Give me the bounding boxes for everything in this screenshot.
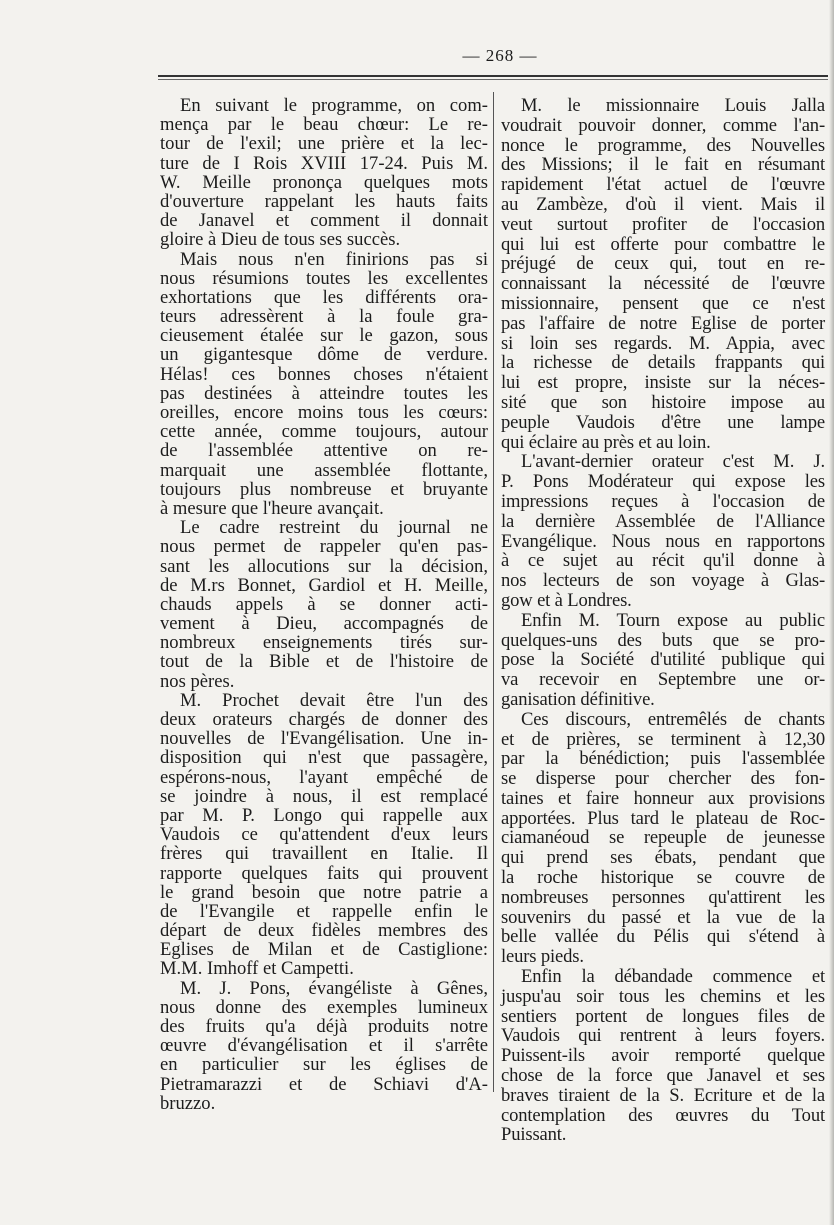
text-line: se joindre à nous, il est remplacé bbox=[160, 785, 488, 807]
text-line: Mais nous n'en finirions pas si bbox=[180, 248, 488, 270]
text-line: nous permet de rappeler qu'en pas- bbox=[160, 536, 488, 558]
paragraph bbox=[160, 691, 488, 979]
text-line: Enfin la débandade commence et bbox=[521, 966, 825, 988]
text-line: exhortations que les différents ora- bbox=[160, 286, 488, 308]
text-line: à ce sujet au récit qu'il donne à bbox=[501, 550, 825, 572]
text-line: Hélas! ces bonnes choses n'étaient bbox=[160, 363, 488, 385]
text-line: marquait une assemblée flottante, bbox=[160, 459, 488, 481]
text-line: chauds appels à se donner acti- bbox=[160, 593, 488, 615]
text-line: la dernière Assemblée de l'Alliance bbox=[501, 510, 825, 532]
paragraph bbox=[160, 518, 488, 691]
text-line: leurs pieds. bbox=[501, 946, 584, 968]
text-line: si loin ses regards. M. Appia, avec bbox=[501, 332, 825, 354]
text-line: connaissant la nécessité de l'œuvre bbox=[501, 273, 825, 295]
column-divider bbox=[493, 92, 494, 1092]
text-line: pas l'affaire de notre Eglise de porter bbox=[501, 312, 825, 334]
text-line: mença par le beau chœur: Le re- bbox=[160, 114, 488, 136]
text-line: au Zambèze, d'où il vient. Mais il bbox=[501, 193, 825, 215]
text-line: gloire à Dieu de tous ses succès. bbox=[160, 229, 401, 251]
page-number: — 268 — bbox=[462, 46, 538, 65]
text-line: d'ouverture rappelant les hauts faits bbox=[160, 190, 488, 212]
text-line: bruzzo. bbox=[160, 1092, 216, 1114]
text-line: nombreuses personnes qu'attirent les bbox=[501, 886, 825, 908]
paragraph bbox=[160, 96, 488, 250]
text-line: de l'Evangile et rappelle enfin le bbox=[160, 900, 488, 922]
text-line: ciamanéoud se repeuple de jeunesse bbox=[501, 827, 825, 849]
text-line: taines et faire honneur aux provisions bbox=[501, 787, 825, 809]
text-line: nos pères. bbox=[160, 670, 235, 692]
text-line: qui éclaire au près et au loin. bbox=[501, 431, 711, 453]
text-line: nous résumions toutes les excellentes bbox=[160, 267, 488, 289]
text-line: souvenirs du passé et la vue de la bbox=[501, 906, 825, 928]
text-line: Eglises de Milan et de Castiglione: bbox=[160, 939, 488, 961]
text-line: préjugé de ceux qui, tout en re- bbox=[501, 253, 825, 275]
text-line: pose la Société d'utilité publique qui bbox=[501, 649, 825, 671]
text-line: va recevoir en Septembre une or- bbox=[501, 669, 825, 691]
text-line: sant les allocutions sur la décision, bbox=[160, 555, 488, 577]
text-line: peuple Vaudois d'être une lampe bbox=[501, 411, 825, 433]
text-line: Enfin M. Tourn expose au public bbox=[521, 609, 825, 631]
text-line: la richesse de details frappants qui bbox=[501, 352, 825, 374]
text-line: M. J. Pons, évangéliste à Gênes, bbox=[180, 977, 488, 999]
text-line: rapidement l'état actuel de l'œuvre bbox=[501, 174, 825, 196]
paragraph bbox=[501, 452, 825, 610]
text-line: quelques-uns des buts que se pro- bbox=[501, 629, 825, 651]
text-line: M.M. Imhoff et Campetti. bbox=[160, 958, 354, 980]
text-line: Ces discours, entremêlés de chants bbox=[521, 708, 825, 730]
text-line: M. le missionnaire Louis Jalla bbox=[521, 95, 825, 116]
text-line: W. Meille prononça quelques mots bbox=[160, 171, 488, 193]
text-line: missionnaire, pensent que ce n'est bbox=[501, 292, 825, 314]
text-line: Vaudois ce qu'attendent d'eux leurs bbox=[160, 824, 488, 846]
text-line: sité que son histoire impose au bbox=[501, 391, 825, 413]
text-line: lui est propre, insiste sur la néces- bbox=[501, 372, 825, 394]
text-line: Evangélique. Nous nous en rapportons bbox=[501, 530, 825, 552]
text-line: veut surtout profiter de l'occasion bbox=[501, 213, 825, 235]
text-line: à mesure que l'heure avançait. bbox=[160, 497, 384, 519]
text-line: cieusement étalée sur le gazon, sous bbox=[160, 325, 488, 347]
text-line: qui lui est offerte pour combattre le bbox=[501, 233, 825, 255]
text-line: nos lecteurs de son voyage à Glas- bbox=[501, 570, 825, 592]
text-line: M. Prochet devait être l'un des bbox=[180, 689, 488, 711]
text-line: chose de la force que Janavel et ses bbox=[501, 1065, 825, 1087]
text-line: nombreux enseignements tirés sur- bbox=[160, 632, 488, 654]
text-line: sentiers portent de longues files de bbox=[501, 1005, 825, 1027]
text-line: En suivant le programme, on com- bbox=[180, 95, 488, 116]
paragraph bbox=[160, 250, 488, 519]
text-line: oreilles, encore moins tous les cœurs: bbox=[160, 402, 488, 423]
text-line: P. Pons Modérateur qui expose les bbox=[501, 471, 825, 493]
text-line: de M.rs Bonnet, Gardiol et H. Meille, bbox=[160, 574, 488, 596]
text-line: rapporte quelques faits qui prouvent bbox=[160, 862, 488, 884]
text-line: et de prières, se terminent à 12,30 bbox=[501, 728, 825, 750]
text-line: des Missions; il le fait en résumant bbox=[501, 154, 825, 176]
text-line: deux orateurs chargés de donner des bbox=[160, 709, 488, 730]
text-line: nouvelles de l'Evangélisation. Une in- bbox=[160, 728, 488, 750]
paragraph bbox=[501, 96, 825, 452]
text-line: de l'assemblée attentive on re- bbox=[160, 440, 488, 462]
text-line: un gigantesque dôme de verdure. bbox=[160, 344, 488, 366]
text-line: le grand besoin que notre patrie a bbox=[160, 881, 488, 903]
text-line: apportées. Plus tard le plateau de Roc- bbox=[501, 807, 825, 829]
header-rule-thin bbox=[158, 79, 828, 80]
text-line: Puissant. bbox=[501, 1124, 567, 1146]
text-line: Le cadre restreint du journal ne bbox=[180, 517, 488, 539]
text-line: Vaudois qui rentrent à leurs foyers. bbox=[501, 1025, 825, 1047]
text-line: Pietramarazzi et de Schiavi d'A- bbox=[160, 1073, 488, 1095]
text-line: espérons-nous, l'ayant empêché de bbox=[160, 766, 488, 788]
text-line: toujours plus nombreuse et bruyante bbox=[160, 478, 488, 500]
paragraph bbox=[501, 611, 825, 710]
text-line: de Janavel et comment il donnait bbox=[160, 210, 488, 232]
text-line: par M. P. Longo qui rappelle aux bbox=[160, 804, 488, 826]
text-line: se disperse pour chercher des fon- bbox=[501, 768, 825, 790]
text-line: contemplation des œuvres du Tout bbox=[501, 1104, 825, 1126]
text-line: ture de I Rois XVIII 17-24. Puis M. bbox=[160, 152, 488, 174]
text-line: nonce le programme, des Nouvelles bbox=[501, 134, 825, 156]
text-line: œuvre d'évangélisation et il s'arrête bbox=[160, 1035, 488, 1057]
text-line: la roche historique se couvre de bbox=[501, 867, 825, 889]
text-line: nous donne des exemples lumineux bbox=[160, 996, 488, 1018]
header-rule bbox=[158, 75, 828, 77]
text-line: L'avant-dernier orateur c'est M. J. bbox=[521, 451, 825, 473]
text-line: tour de l'exil; une prière et la lec- bbox=[160, 133, 488, 155]
paragraph bbox=[501, 967, 825, 1145]
text-line: belle vallée du Pélis qui s'étend à bbox=[501, 926, 825, 948]
paragraph bbox=[160, 979, 488, 1113]
text-line: impressions reçues à l'occasion de bbox=[501, 490, 825, 512]
text-line: vement à Dieu, accompagnés de bbox=[160, 613, 488, 635]
text-line: voudrait pouvoir donner, comme l'an- bbox=[501, 114, 825, 136]
text-line: juspu'au soir tous les chemins et les bbox=[501, 985, 825, 1007]
paragraph bbox=[501, 710, 825, 967]
text-line: gow et à Londres. bbox=[501, 589, 632, 611]
text-line: tout de la Bible et de l'histoire de bbox=[160, 651, 488, 673]
text-line: frères qui travaillent en Italie. Il bbox=[160, 843, 488, 865]
text-line: départ de deux fidèles membres des bbox=[160, 920, 488, 942]
left-column bbox=[160, 96, 488, 1113]
text-line: braves tiraient de la S. Ecriture et de la bbox=[501, 1084, 825, 1106]
page-edge-shadow bbox=[829, 0, 834, 1225]
text-line: par la bénédiction; puis l'assemblée bbox=[501, 748, 825, 770]
text-line: Puissent-ils avoir remporté quelque bbox=[501, 1045, 825, 1067]
text-line: cette année, comme toujours, autour bbox=[160, 421, 488, 443]
text-line: disposition qui n'est que passagère, bbox=[160, 747, 488, 769]
text-line: en particulier sur les églises de bbox=[160, 1054, 488, 1076]
text-line: teurs adressèrent à la foule gra- bbox=[160, 306, 488, 328]
text-line: pas destinées à atteindre toutes les bbox=[160, 382, 488, 404]
text-line: des fruits qu'a déjà produits notre bbox=[160, 1016, 488, 1037]
text-line: ganisation définitive. bbox=[501, 688, 655, 710]
text-line: qui prend ses ébats, pendant que bbox=[501, 847, 825, 869]
right-column bbox=[501, 96, 825, 1145]
